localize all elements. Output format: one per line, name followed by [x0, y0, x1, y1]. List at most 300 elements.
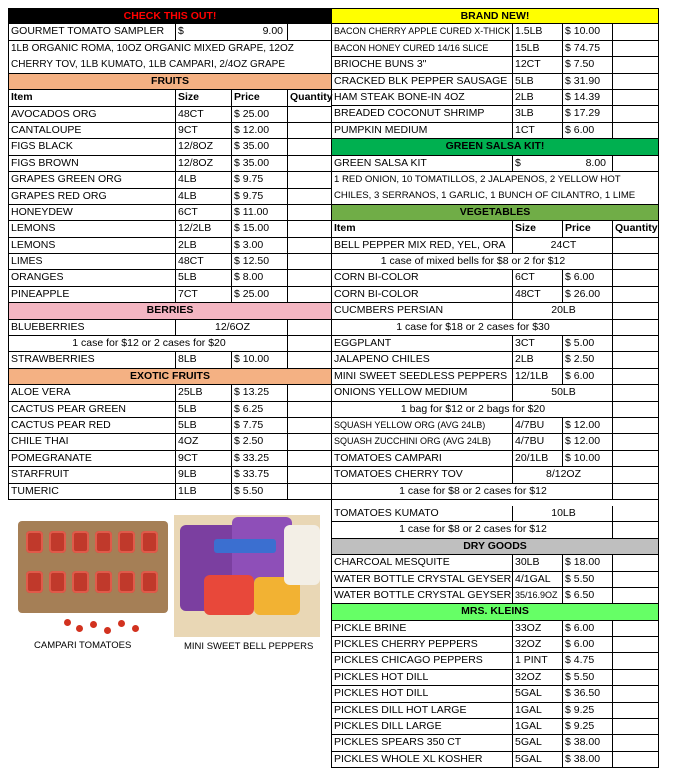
item-price: $ 7.75: [231, 418, 287, 433]
item-quantity: [612, 686, 660, 701]
item-size: 2LB: [512, 90, 562, 105]
item-quantity: [612, 287, 660, 302]
item-size: 1.5LB: [512, 24, 562, 39]
item-name: BRIOCHE BUNS 3": [334, 58, 427, 71]
brand-new-row: [331, 57, 659, 73]
item-size: 12CT: [512, 57, 562, 72]
green-salsa-header: GREEN SALSA KIT!: [331, 139, 659, 155]
item-name: BACON CHERRY APPLE CURED X-THICK: [334, 26, 511, 37]
col-size-header: Size: [175, 90, 231, 105]
item-name: BLUEBERRIES: [11, 320, 85, 333]
gourmet-sampler-row: [8, 24, 332, 40]
item-size: 2LB: [175, 238, 231, 253]
item-size: 8LB: [175, 352, 231, 367]
mrs-kleins-row: [331, 670, 659, 686]
item-price: $ 10.00: [562, 24, 612, 39]
berries-header: BERRIES: [8, 303, 332, 319]
vegetable-row: [331, 369, 659, 385]
item-name: ALOE VERA: [11, 386, 71, 399]
item-size: 12/8OZ: [175, 156, 231, 171]
item-price: $ 6.00: [562, 369, 612, 384]
fruit-row: [8, 139, 332, 155]
item-quantity: [287, 336, 333, 351]
fruit-row: [8, 205, 332, 221]
corn-row: [331, 270, 659, 286]
blueberries-row-deal: [8, 336, 332, 352]
campari-tomatoes-photo: [14, 515, 172, 635]
fruit-row: [8, 107, 332, 123]
kumato-row-deal: [331, 522, 659, 538]
exotic-row: [8, 402, 332, 418]
item-price: $ 12.00: [231, 123, 287, 138]
item-quantity: [612, 418, 660, 433]
item-name: SQUASH ZUCCHINI ORG (AVG 24LB): [334, 436, 491, 447]
item-name: BELL PEPPER MIX RED, YEL, ORA: [334, 238, 506, 251]
item-size: 4LB: [175, 189, 231, 204]
fruit-row: [8, 254, 332, 270]
vegetable-row: [331, 418, 659, 434]
item-size: 2LB: [512, 352, 562, 367]
item-price: $ 10.00: [562, 451, 612, 466]
item-quantity: [612, 385, 660, 400]
item-size: 32OZ: [512, 670, 562, 685]
item-name: POMEGRANATE: [11, 451, 92, 464]
item-size: 35/16.9OZ: [512, 588, 562, 603]
item-name: PICKLES DILL HOT LARGE: [334, 703, 467, 716]
item-size: 1GAL: [512, 719, 562, 734]
dry-goods-header: DRY GOODS: [331, 539, 659, 555]
item-name: GREEN SALSA KIT: [334, 156, 427, 169]
item-size: 15LB: [512, 41, 562, 56]
fruit-row: [8, 123, 332, 139]
vegetable-row: [331, 451, 659, 467]
item-size: 20LB: [512, 303, 612, 318]
green-salsa-kit-row: [331, 156, 659, 172]
item-price: $ 33.75: [231, 467, 287, 482]
mrs-kleins-row: [331, 686, 659, 702]
mrs-kleins-header: MRS. KLEINS: [331, 604, 659, 620]
item-size: 5GAL: [512, 686, 562, 701]
tomato-pack: [72, 531, 89, 553]
item-size: 8/12OZ: [512, 467, 612, 482]
brand-new-row: [331, 24, 659, 40]
deal-note: 1 case for $12 or 2 cases for $20: [72, 337, 226, 350]
item-price: $ 9.75: [231, 172, 287, 187]
fruit-row: [8, 172, 332, 188]
item-price: $ 9.25: [562, 719, 612, 734]
item-price: $ 3.00: [231, 238, 287, 253]
item-name: CACTUS PEAR GREEN: [11, 402, 126, 415]
item-size: 5GAL: [512, 735, 562, 750]
item-quantity: [287, 467, 333, 482]
item-name: STRAWBERRIES: [11, 353, 95, 366]
item-size: 6CT: [175, 205, 231, 220]
loose-tomato: [76, 625, 83, 632]
item-quantity: [612, 156, 660, 171]
item-size: 4/7BU: [512, 434, 562, 449]
loose-tomato: [104, 627, 111, 634]
item-price: $ 38.00: [562, 735, 612, 750]
item-size: 3CT: [512, 336, 562, 351]
mrs-kleins-row: [331, 703, 659, 719]
item-price: $ 5.00: [562, 336, 612, 351]
item-name: ONIONS YELLOW MEDIUM: [334, 386, 468, 399]
mrs-kleins-row: [331, 637, 659, 653]
item-price: $ 26.00: [562, 287, 612, 302]
item-name: LEMONS: [11, 238, 56, 251]
item-quantity: [612, 637, 660, 652]
item-quantity: [287, 123, 333, 138]
item-name: BREADED COCONUT SHRIMP: [334, 107, 485, 120]
item-price: $ 12.00: [562, 434, 612, 449]
tomato-tray: [18, 521, 168, 613]
tomato-pack: [95, 531, 112, 553]
item-price: 8.00: [585, 156, 606, 169]
item-price: $ 6.00: [562, 637, 612, 652]
col-item-header: Item: [334, 222, 356, 235]
item-quantity: [612, 336, 660, 351]
item-quantity: [287, 107, 333, 122]
item-quantity: [612, 467, 660, 482]
item-size: 12/8OZ: [175, 139, 231, 154]
item-size: 20/1LB: [512, 451, 562, 466]
item-quantity: [612, 719, 660, 734]
item-price: $ 14.39: [562, 90, 612, 105]
item-name: TOMATOES CAMPARI: [334, 451, 442, 464]
item-quantity: [287, 418, 333, 433]
vegetable-row: [331, 434, 659, 450]
item-price: $ 33.25: [231, 451, 287, 466]
item-quantity: [287, 484, 333, 499]
item-name: PICKLES HOT DILL: [334, 687, 429, 700]
item-name: ORANGES: [11, 271, 64, 284]
col-price-header: Price: [231, 90, 287, 105]
deal-note: 1 case for $8 or 2 cases for $12: [399, 484, 547, 497]
item-quantity: [612, 238, 660, 253]
item-name: MINI SWEET SEEDLESS PEPPERS: [334, 369, 508, 382]
exotic-fruits-header: EXOTIC FRUITS: [8, 369, 332, 385]
item-price: $ 5.50: [231, 484, 287, 499]
item-quantity: [612, 555, 660, 570]
item-price: $ 5.50: [562, 670, 612, 685]
vegetable-row: [331, 352, 659, 368]
item-quantity: [287, 287, 333, 302]
item-size: 4/1GAL: [512, 572, 562, 587]
item-name: PUMPKIN MEDIUM: [334, 123, 428, 136]
item-price: $ 12.50: [231, 254, 287, 269]
exotic-row: [8, 418, 332, 434]
item-size: 32OZ: [512, 637, 562, 652]
fruit-row: [8, 189, 332, 205]
tomato-pack: [49, 531, 66, 553]
cherry-tov-row: [331, 467, 659, 483]
item-quantity: [612, 254, 660, 269]
item-size: 5GAL: [512, 752, 562, 767]
item-price: $ 7.50: [562, 57, 612, 72]
exotic-row: [8, 385, 332, 401]
item-size: 1LB: [175, 484, 231, 499]
item-quantity: [612, 621, 660, 636]
col-size-header: Size: [512, 221, 562, 236]
tomato-pack: [49, 571, 66, 593]
item-size: 5LB: [512, 74, 562, 89]
tomato-pack: [95, 571, 112, 593]
item-quantity: [612, 451, 660, 466]
column-headers: [331, 221, 659, 237]
kumato-row: [331, 506, 659, 522]
salsa-description: 1 RED ONION, 10 TOMATILLOS, 2 JALAPENOS, 2 YELLOW HOT CHILES, 3 SERRANOS, 1 GARLIC, 1 BUNCH OF CILANTRO, 1 LIME: [331, 172, 659, 205]
item-price: $ 6.50: [562, 588, 612, 603]
item-quantity: [287, 238, 333, 253]
cucumbers-row: [331, 303, 659, 319]
fruit-row: [8, 287, 332, 303]
item-price: 9.00: [262, 25, 283, 38]
item-name: TUMERIC: [11, 484, 59, 497]
item-size: 50LB: [512, 385, 612, 400]
item-price: $ 25.00: [231, 287, 287, 302]
item-price: $ 9.25: [562, 703, 612, 718]
item-price: $ 5.50: [562, 572, 612, 587]
item-size: 3LB: [512, 106, 562, 121]
item-size: 48CT: [175, 254, 231, 269]
item-name: SQUASH YELLOW ORG (AVG 24LB): [334, 419, 486, 430]
tomato-pack: [118, 531, 135, 553]
item-quantity: [287, 402, 333, 417]
item-price: $ 18.00: [562, 555, 612, 570]
item-price: $ 35.00: [231, 139, 287, 154]
item-quantity: [612, 123, 660, 138]
item-quantity: [612, 402, 660, 417]
bell-pepper-row: [331, 238, 659, 254]
item-name: PINEAPPLE: [11, 287, 70, 300]
item-price: $ 6.25: [231, 402, 287, 417]
strawberries-row: [8, 352, 332, 368]
item-name: CACTUS PEAR RED: [11, 418, 111, 431]
item-price: $ 74.75: [562, 41, 612, 56]
column-headers: [8, 90, 332, 106]
item-quantity: [287, 189, 333, 204]
item-name: GOURMET TOMATO SAMPLER: [11, 25, 165, 38]
item-quantity: [612, 653, 660, 668]
item-name: CRACKED BLK PEPPER SAUSAGE: [334, 74, 508, 87]
item-size: 5LB: [175, 402, 231, 417]
item-size: 9CT: [175, 451, 231, 466]
exotic-row: [8, 484, 332, 500]
col-quantity-header: Quantity: [287, 90, 333, 105]
item-quantity: [612, 588, 660, 603]
item-size: 1GAL: [512, 703, 562, 718]
caption-campari-tomatoes: CAMPARI TOMATOES: [34, 640, 132, 651]
item-size: 6CT: [512, 270, 562, 285]
item-price: $ 2.50: [231, 434, 287, 449]
item-name: CHARCOAL MESQUITE: [334, 556, 450, 569]
item-name: GRAPES RED ORG: [11, 189, 107, 202]
item-quantity: [287, 24, 333, 39]
blueberries-row: [8, 320, 332, 336]
item-quantity: [612, 752, 660, 767]
item-name: STARFRUIT: [11, 468, 70, 481]
item-price: $ 38.00: [562, 752, 612, 767]
item-size: 9CT: [175, 123, 231, 138]
mrs-kleins-row: [331, 653, 659, 669]
item-size: 5LB: [175, 270, 231, 285]
item-quantity: [612, 270, 660, 285]
caption-mini-sweet-peppers: MINI SWEET BELL PEPPERS: [184, 641, 314, 652]
item-quantity: [612, 57, 660, 72]
item-quantity: [612, 572, 660, 587]
fruit-row: [8, 238, 332, 254]
item-size: 48CT: [512, 287, 562, 302]
cucumbers-row-deal: [331, 320, 659, 336]
item-size: 10LB: [512, 506, 612, 521]
dry-goods-row: [331, 555, 659, 571]
corn-row: [331, 287, 659, 303]
item-name: EGGPLANT: [334, 337, 392, 350]
mini-sweet-peppers-photo: [174, 515, 320, 637]
item-name: PICKLE BRINE: [334, 621, 407, 634]
item-name: LEMONS: [11, 222, 56, 235]
item-price: $ 31.90: [562, 74, 612, 89]
item-quantity: [287, 205, 333, 220]
item-quantity: [287, 221, 333, 236]
item-name: WATER BOTTLE CRYSTAL GEYSER: [334, 572, 512, 585]
item-quantity: [287, 320, 333, 335]
brand-new-row: [331, 41, 659, 57]
item-size: 1CT: [512, 123, 562, 138]
dry-goods-row: [331, 572, 659, 588]
item-name: PICKLES CHERRY PEPPERS: [334, 638, 478, 651]
item-size: 24CT: [512, 238, 612, 253]
item-quantity: [287, 254, 333, 269]
loose-tomato: [64, 619, 71, 626]
item-quantity: [612, 484, 660, 499]
item-quantity: [287, 385, 333, 400]
vegetables-header: VEGETABLES: [331, 205, 659, 221]
item-price: $ 15.00: [231, 221, 287, 236]
item-name: CHILE THAI: [11, 435, 69, 448]
item-size: 4/7BU: [512, 418, 562, 433]
fruit-row: [8, 270, 332, 286]
item-size: 12/6OZ: [175, 320, 287, 335]
item-name: FIGS BROWN: [11, 156, 79, 169]
vegetable-row: [331, 336, 659, 352]
item-size: 25LB: [175, 385, 231, 400]
deal-note: 1 case for $18 or 2 cases for $30: [396, 320, 550, 333]
item-name: TOMATOES KUMATO: [334, 506, 439, 519]
mrs-kleins-row: [331, 719, 659, 735]
item-size: 33OZ: [512, 621, 562, 636]
item-name: PICKLES SPEARS 350 CT: [334, 736, 462, 749]
item-price: $ 6.00: [562, 621, 612, 636]
item-price: $ 8.00: [231, 270, 287, 285]
item-name: PICKLES DILL LARGE: [334, 720, 442, 733]
item-size: 30LB: [512, 555, 562, 570]
dry-goods-row: [331, 588, 659, 604]
item-size: 7CT: [175, 287, 231, 302]
item-quantity: [612, 320, 660, 335]
item-size: 1 PINT: [512, 653, 562, 668]
item-name: JALAPENO CHILES: [334, 353, 430, 366]
onions-row-deal: [331, 402, 659, 418]
deal-note: 1 bag for $12 or 2 bags for $20: [400, 402, 546, 415]
item-price: $ 25.00: [231, 107, 287, 122]
item-currency: $: [175, 24, 231, 39]
item-name: PICKLES HOT DILL: [334, 670, 429, 683]
loose-tomato: [118, 620, 125, 627]
item-name: FIGS BLACK: [11, 140, 73, 153]
tomato-pack: [26, 531, 43, 553]
item-size: 12/1LB: [512, 369, 562, 384]
item-price: $ 35.00: [231, 156, 287, 171]
brand-new-row: [331, 74, 659, 90]
col-price-header: Price: [562, 221, 612, 236]
item-size: 4OZ: [175, 434, 231, 449]
loose-tomato: [132, 625, 139, 632]
item-quantity: [612, 703, 660, 718]
fruits-header: FRUITS: [8, 74, 332, 90]
item-name: PICKLES CHICAGO PEPPERS: [334, 654, 483, 667]
item-price: $ 6.00: [562, 270, 612, 285]
item-size: 5LB: [175, 418, 231, 433]
item-quantity: [612, 74, 660, 89]
item-price: $ 17.29: [562, 106, 612, 121]
exotic-row: [8, 434, 332, 450]
fruit-row: [8, 221, 332, 237]
item-currency: $: [512, 156, 562, 171]
item-price: $ 10.00: [231, 352, 287, 367]
deal-note: 1 case of mixed bells for $8 or 2 for $12: [380, 255, 566, 268]
item-quantity: [612, 369, 660, 384]
brand-new-row: [331, 106, 659, 122]
item-quantity: [612, 522, 660, 537]
item-name: WATER BOTTLE CRYSTAL GEYSER: [334, 588, 512, 601]
item-quantity: [612, 670, 660, 685]
onions-row: [331, 385, 659, 401]
exotic-row: [8, 467, 332, 483]
tomato-pack: [26, 571, 43, 593]
col-quantity-header: Quantity: [612, 221, 660, 236]
item-size: 12/2LB: [175, 221, 231, 236]
item-name: CORN BI-COLOR: [334, 287, 419, 300]
item-quantity: [287, 434, 333, 449]
deal-note: 1 case for $8 or 2 cases for $12: [399, 523, 547, 536]
exotic-row: [8, 451, 332, 467]
item-price: $ 2.50: [562, 352, 612, 367]
tomato-pack: [118, 571, 135, 593]
tomato-pack: [72, 571, 89, 593]
item-quantity: [287, 139, 333, 154]
item-price: $ 13.25: [231, 385, 287, 400]
item-name: CANTALOUPE: [11, 123, 82, 136]
item-price: $ 6.00: [562, 123, 612, 138]
item-quantity: [612, 90, 660, 105]
item-price: $ 4.75: [562, 653, 612, 668]
item-quantity: [612, 735, 660, 750]
bell-pepper-row-deal: [331, 254, 659, 270]
item-quantity: [612, 24, 660, 39]
item-quantity: [612, 106, 660, 121]
mrs-kleins-row: [331, 735, 659, 751]
item-price: $ 11.00: [231, 205, 287, 220]
item-name: HAM STEAK BONE-IN 4OZ: [334, 90, 465, 103]
item-name: CORN BI-COLOR: [334, 271, 419, 284]
item-name: CUCMBERS PERSIAN: [334, 304, 444, 317]
item-name: BACON HONEY CURED 14/16 SLICE: [334, 42, 489, 53]
item-name: HONEYDEW: [11, 205, 73, 218]
item-quantity: [287, 156, 333, 171]
mrs-kleins-row: [331, 621, 659, 637]
item-size: 9LB: [175, 467, 231, 482]
